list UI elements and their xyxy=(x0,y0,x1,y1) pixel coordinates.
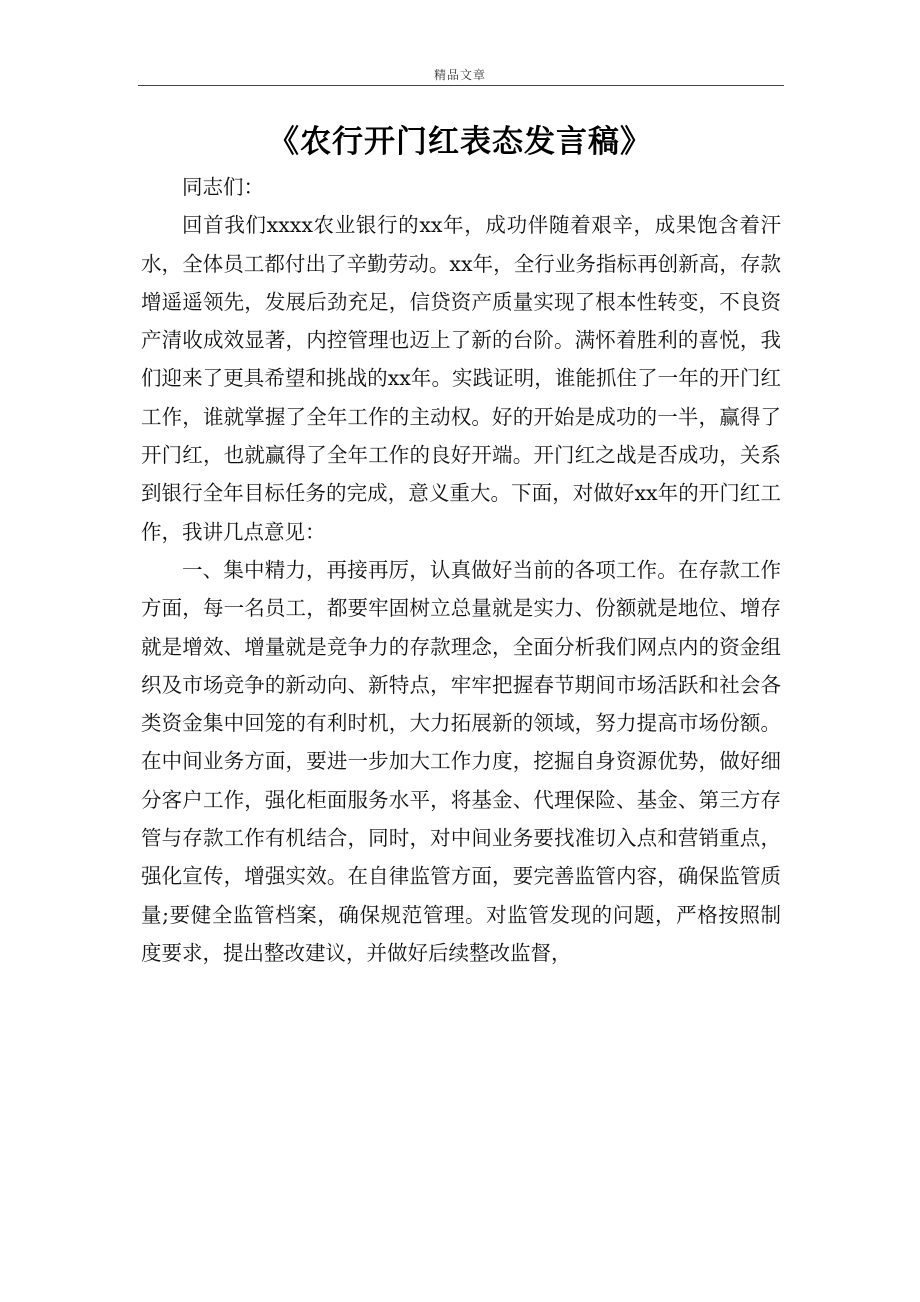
header-divider xyxy=(138,85,784,86)
page-header-label: 精品文章 xyxy=(433,68,486,82)
document-title: 《农行开门红表态发言稿》 xyxy=(268,124,652,160)
greeting-paragraph: 同志们： xyxy=(182,175,264,199)
body-paragraph-1: 回首我们xxxx农业银行的xx年，成功伴随着艰辛，成果饱含着汗水，全体员工都付出了辛勤劳动。xx年，全行业务指标再创新高，存款增遥遥领先，发展后劲充足，信贷资产质量实现了根本性转变，不良资产清收成效显著，内控管理也迈上了新的台阶。满怀着胜利的喜悦，我们迎来了更具希望和挑战的xx年。实践证明，谁能抓住了一年的开门红工作，谁就掌握了全年工作的主动权。好的开始是成功的一半，赢得了开门红，也就赢得了全年工作的良好开端。开门红之战是否成功，关系到银行全年目标任务的完成，意义重大。下面，对做好xx年的开门红工作，我讲几点意见： xyxy=(141,213,781,544)
body-paragraph-2: 一、集中精力，再接再厉，认真做好当前的各项工作。在存款工作方面，每一名员工，都要牢固树立总量就是实力、份额就是地位、增存就是增效、增量就是竞争力的存款理念，全面分析我们网点内的资金组织及市场竞争的新动向、新特点，牢牢把握春节期间市场活跃和社会各类资金集中回笼的有利时机，大力拓展新的领域，努力提高市场份额。在中间业务方面，要进一步加大工作力度，挖掘自身资源优势，做好细分客户工作，强化柜面服务水平，将基金、代理保险、基金、第三方存管与存款工作有机结合，同时，对中间业务要找准切入点和营销重点，强化宣传，增强实效。在自律监管方面，要完善监管内容，确保监管质量;要健全监管档案，确保规范管理。对监管发现的问题，严格按照制度要求，提出整改建议，并做好后续整改监督， xyxy=(141,557,781,965)
document-body xyxy=(141,168,781,972)
